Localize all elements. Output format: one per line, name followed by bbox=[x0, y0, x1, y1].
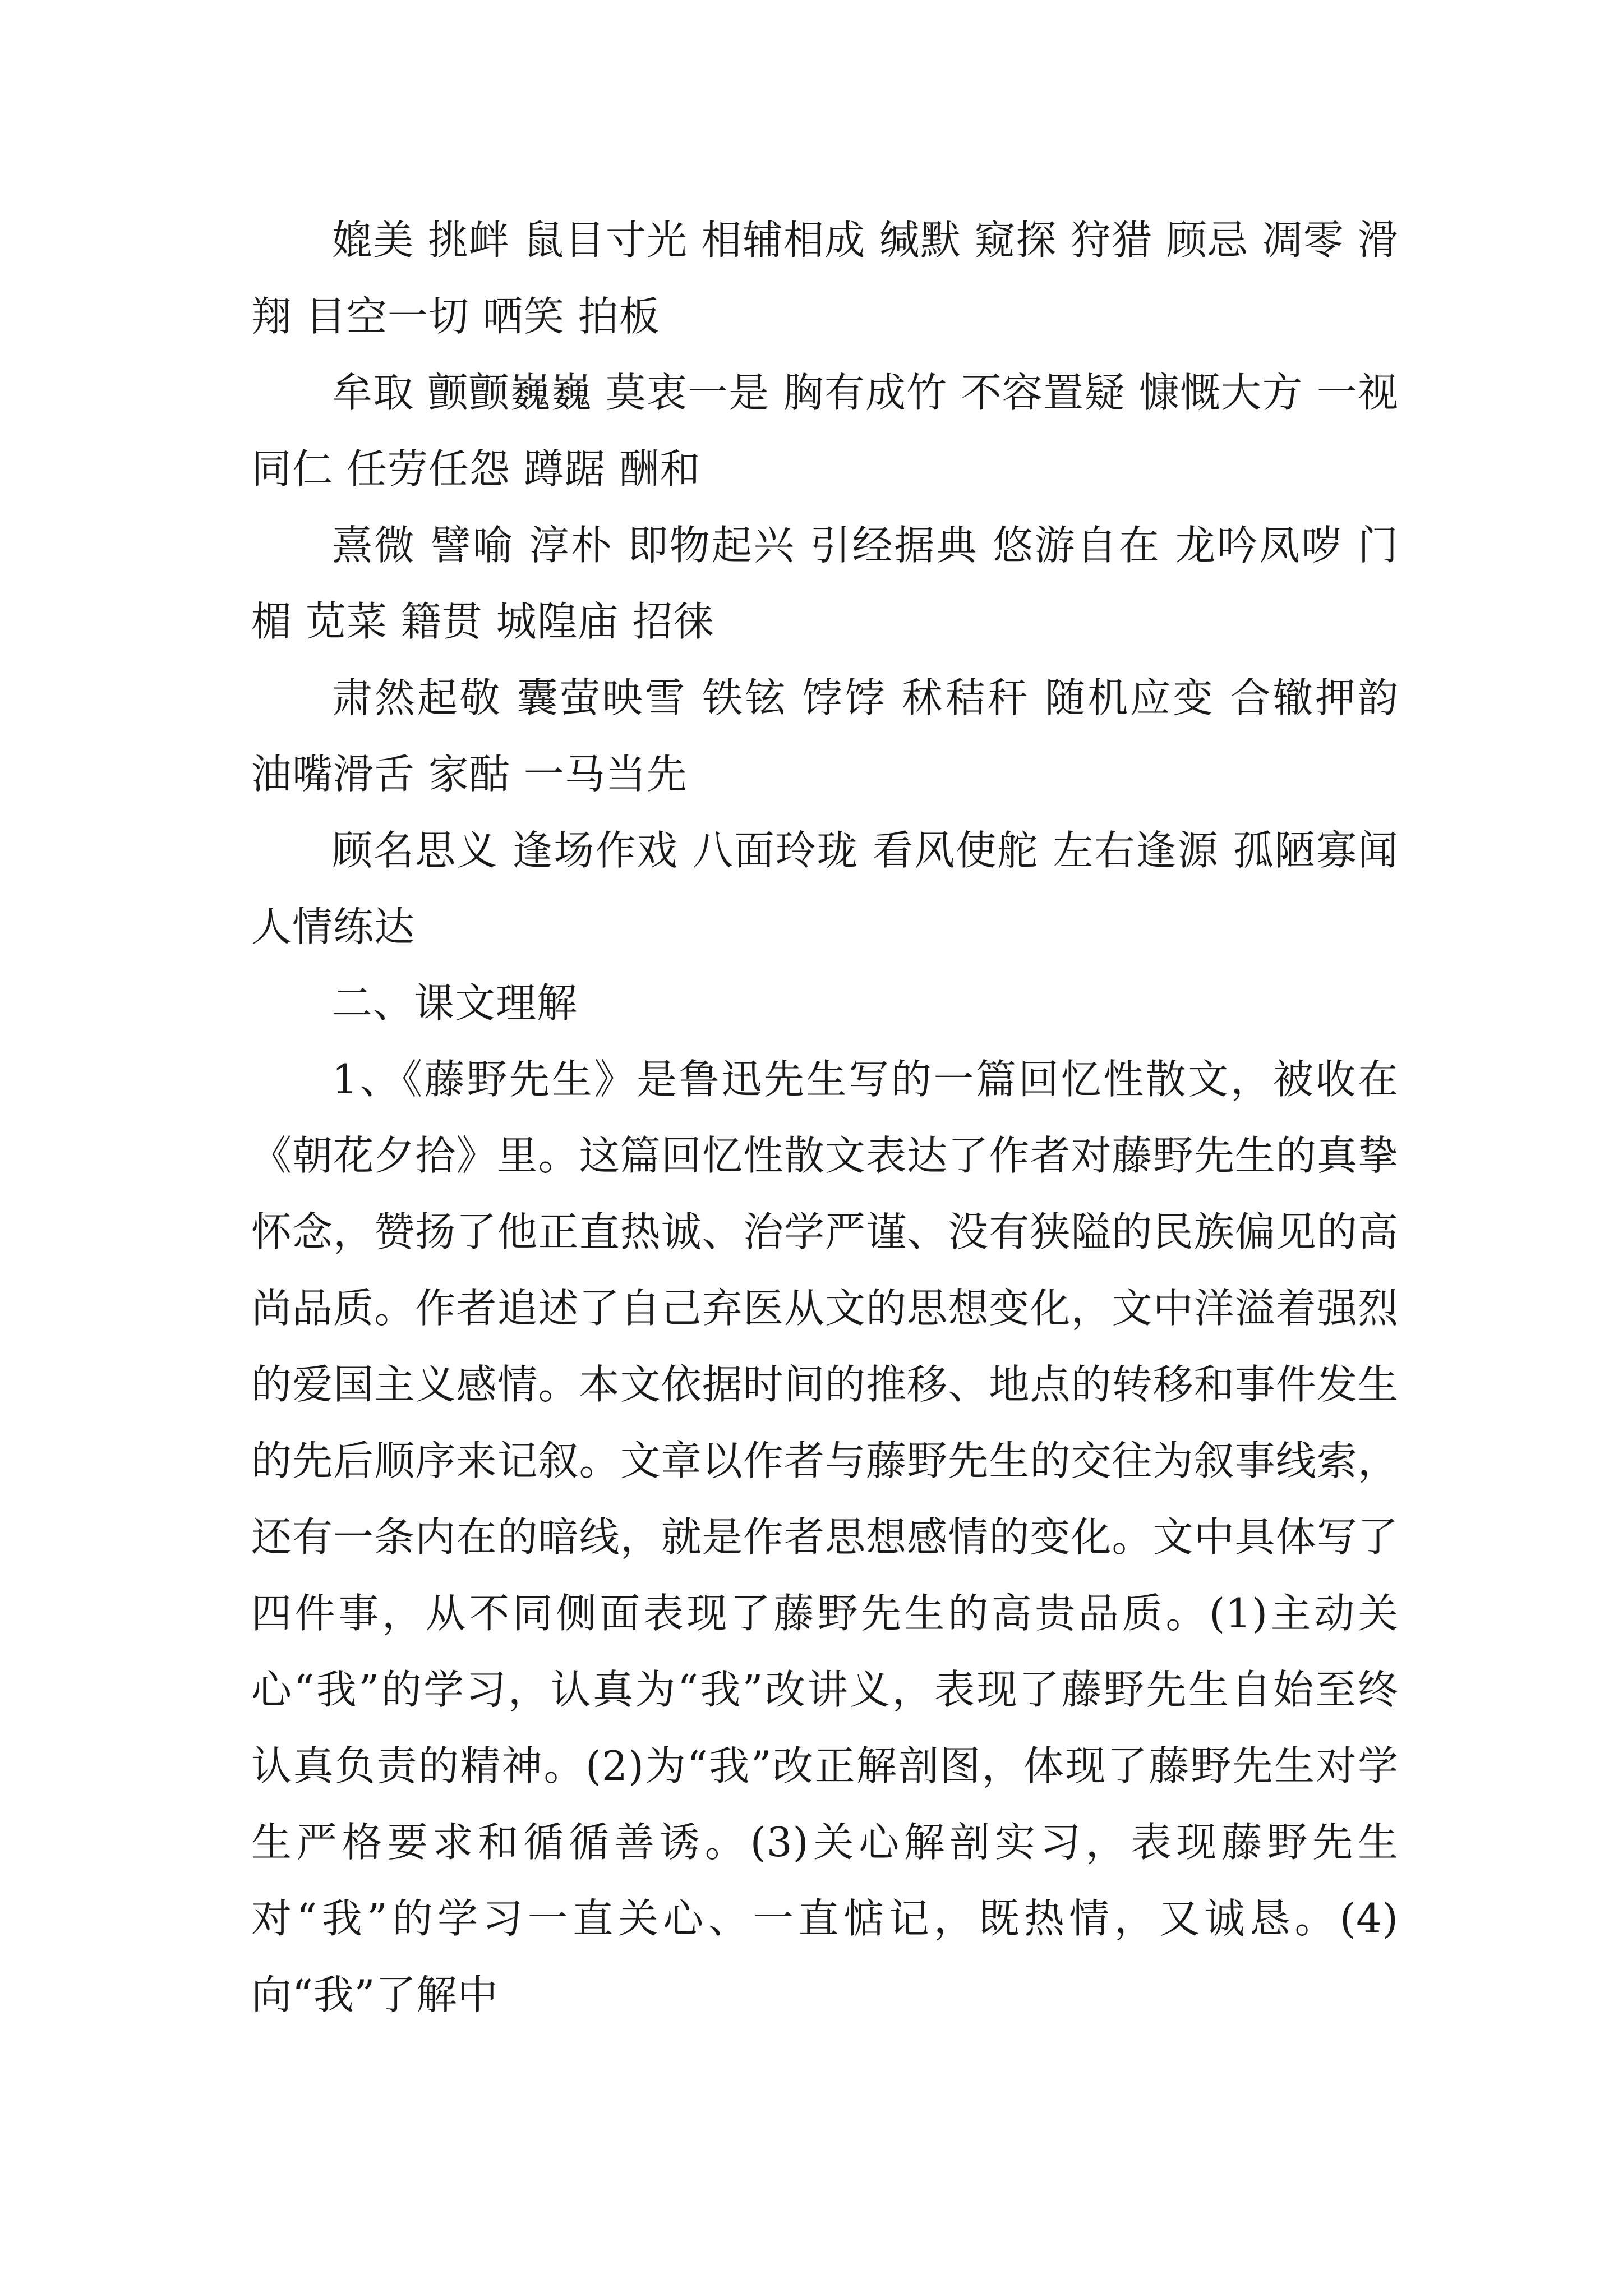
vocab-paragraph-5: 顾名思义 逢场作戏 八面玲珑 看风使舵 左右逢源 孤陋寡闻 人情练达 bbox=[251, 827, 1399, 950]
vocab-paragraph-3: 熹微 譬喻 淳朴 即物起兴 引经据典 悠游自在 龙吟凤哕 门楣 苋菜 籍贯 城隍庙 招徕 bbox=[251, 522, 1399, 645]
vocab-paragraph-1: 媲美 挑衅 鼠目寸光 相辅相成 缄默 窥探 狩猎 顾忌 凋零 滑翔 目空一切 哂笑 拍板 bbox=[251, 217, 1399, 340]
section-heading: 二、课文理解 bbox=[332, 979, 578, 1027]
body-paragraph: 1、《藤野先生》是鲁迅先生写的一篇回忆性散文，被收在《朝花夕拾》里。这篇回忆性散文表达了作者对藤野先生的真挚怀念，赞扬了他正直热诚、治学严谨、没有狭隘的民族偏见的高尚品质。作者追述了自己弃医从文的思想变化，文中洋溢着强烈的爱国主义感情。本文依据时间的推移、地点的转移和事件发生的先后顺序来记叙。文章以作者与藤野先生的交往为叙事线索，还有一条内在的暗线，就是作者思想感情的变化。文中具体写了四件事，从不同侧面表现了藤野先生的高贵品质。(1)主动关心“我”的学习，认真为“我”改讲义，表现了藤野先生自始至终认真负责的精神。(2)为“我”改正解剖图，体现了藤野先生对学生严格要求和循循善诱。(3)关心解剖实习，表现藤野先生对“我”的学习一直关心、一直惦记，既热情，又诚恳。(4)向“我”了解中 bbox=[251, 1056, 1399, 2018]
document-page bbox=[251, 202, 1399, 2033]
vocab-paragraph-2: 牟取 颤颤巍巍 莫衷一是 胸有成竹 不容置疑 慷慨大方 一视同仁 任劳任怨 蹲踞 酬和 bbox=[251, 369, 1399, 493]
vocab-paragraph-4: 肃然起敬 囊萤映雪 铁铉 饽饽 秫秸秆 随机应变 合辙押韵 油嘴滑舌 家酤 一马当先 bbox=[251, 674, 1399, 798]
